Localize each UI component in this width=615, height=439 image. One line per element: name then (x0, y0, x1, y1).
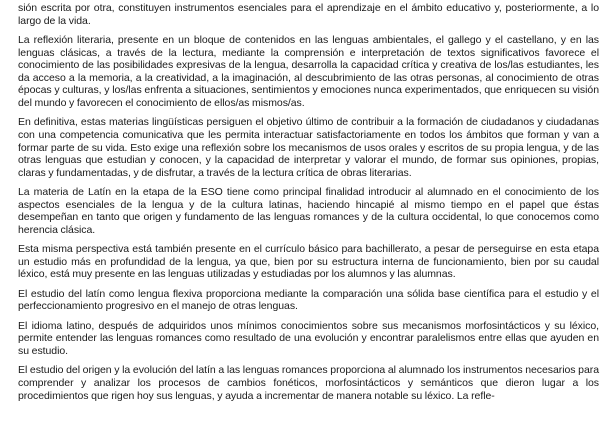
paragraph: La reflexión literaria, presente en un bloque de contenidos en las lenguas ambientales, el gallego y el castellano, y en las lenguas clásicas, a través de la lectura, mediante la comprensión e interpretación de textos significativos favorece el conocimiento de las posibilidades expresivas de la lengua, desarrolla la capacidad crítica y creativa de los/las estudiantes, les da acceso a la memoria, a la creatividad, a la imaginación, al descubrimiento de las otras personas, al conocimiento de otras épocas y culturas, y los/las enfrenta a situaciones, sentimientos y emociones nunca experimentados, que enriquecen su visión del mundo y favorecen el conocimiento de ellos/as mismos/as. (18, 33, 599, 109)
paragraph: El estudio del origen y la evolución del latín a las lenguas romances proporciona al alumnado los instrumentos necesarios para comprender y analizar los procesos de cambios fonéticos, morfosintácticos y semánticos que dieron lugar a los procedimientos que rigen hoy sus lenguas, y ayuda a incrementar de manera notable su léxico. La refle- (18, 364, 599, 402)
paragraph: El idioma latino, después de adquiridos unos mínimos conocimientos sobre sus mecanismos morfosintácticos y su léxico, permite entender las lenguas romances como resultado de una evolución y encontrar paralelismos entre ellas que ayuden en su estudio. (18, 319, 599, 358)
paragraph: En definitiva, estas materias lingüísticas persiguen el objetivo último de contribuir a la formación de ciudadanos y ciudadanas con una competencia comunicativa que les permita interactuar satisfactoriamente en todos los ámbitos que forman y van a formar parte de su vida. Esto exige una reflexión sobre los mecanismos de usos orales y escritos de su propia lengua, y de las otras lenguas que estudian y conocen, y la capacidad de interpretar y valorar el mundo, de formar sus opiniones, propias, claras y fundamentadas, y de disfrutar, a través de la lectura crítica de obras literarias. (18, 116, 599, 179)
paragraph: Esta misma perspectiva está también presente en el currículo básico para bachillerato, a pesar de perseguirse en esta etapa un estudio más en profundidad de la lengua, ya que, bien por su estructura interna de funcionamiento, bien por su caudal léxico, está muy presente en las lenguas utilizadas y estudiadas por los alumnos y las alumnas. (18, 243, 599, 281)
paragraph: El estudio del latín como lengua flexiva proporciona mediante la comparación una sólida base científica para el estudio y el perfeccionamiento progresivo en el manejo de otras lenguas. (18, 287, 599, 313)
paragraph: La materia de Latín en la etapa de la ESO tiene como principal finalidad introducir al alumnado en el conocimiento de los aspectos esenciales de la lengua y de la cultura latinas, haciendo hincapié al mismo tiempo en el papel que éstas desempeñan en tanto que origen y fundamento de las lenguas romances y de la cultura occidental, lo que conocemos como herencia clásica. (18, 186, 599, 236)
paragraph: sión escrita por otra, constituyen instrumentos esenciales para el aprendizaje en el ámbito educativo y, posteriormente, a lo largo de la vida. (18, 2, 599, 27)
